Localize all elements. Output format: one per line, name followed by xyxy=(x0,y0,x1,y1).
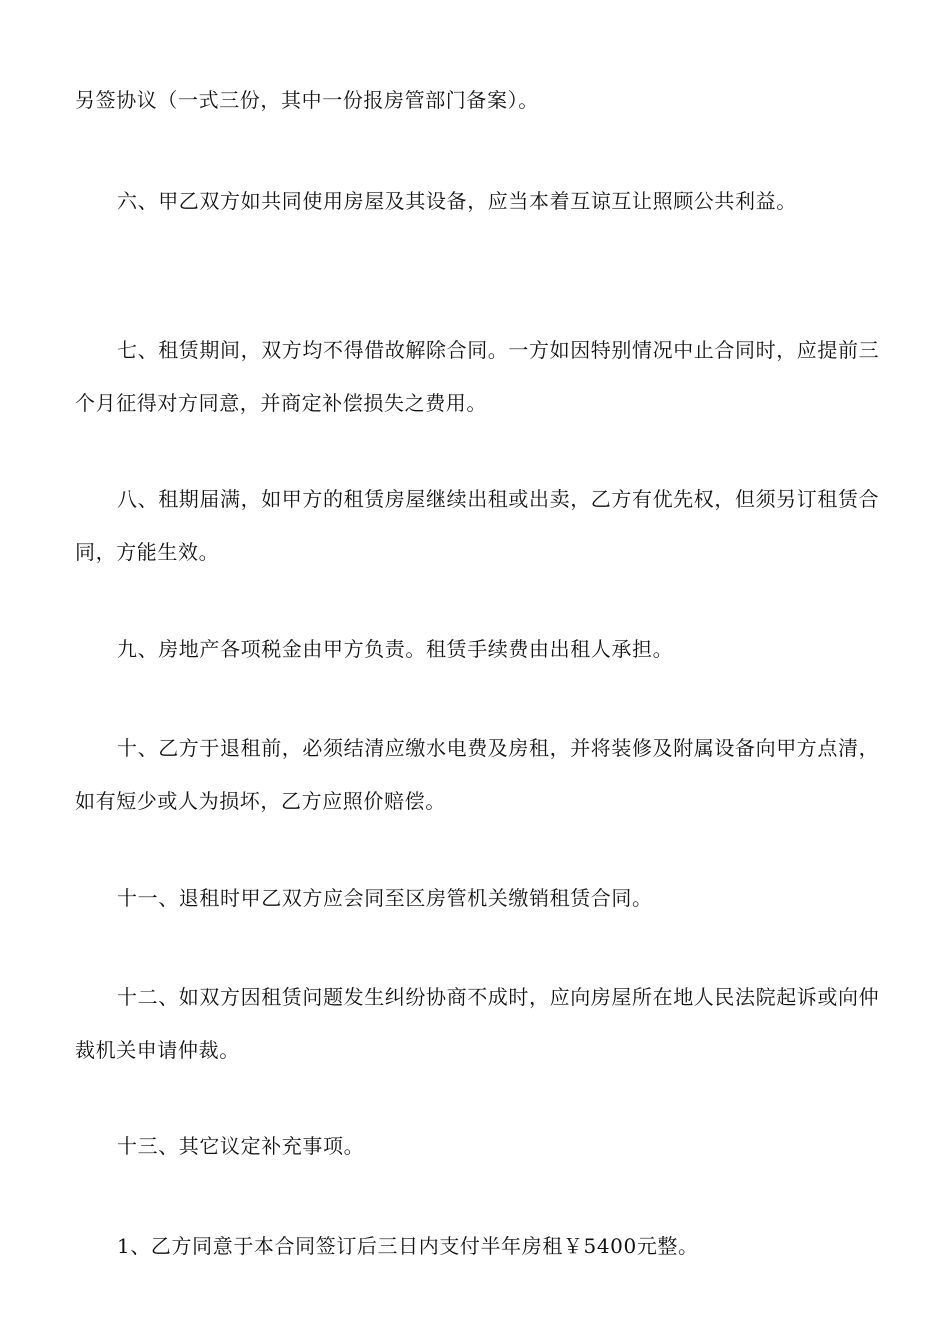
supplement-item-1: 1、乙方同意于本合同签订后三日内支付半年房租￥5400元整。 xyxy=(117,1234,699,1258)
clause-thirteen: 十三、其它议定补充事项。 xyxy=(117,1134,365,1158)
clause-nine: 九、房地产各项税金由甲方负责。租赁手续费由出租人承担。 xyxy=(117,637,674,661)
paragraph-continuation: 另签协议（一式三份，其中一份报房管部门备案）。 xyxy=(75,88,539,112)
clause-eight: 八、租期届满，如甲方的租赁房屋继续出租或出卖，乙方有优先权，但须另订租赁合同，方能生效。 xyxy=(75,487,880,564)
clause-six: 六、甲乙双方如共同使用房屋及其设备，应当本着互谅互让照顾公共利益。 xyxy=(117,189,797,213)
clause-seven: 七、租赁期间，双方均不得借故解除合同。一方如因特别情况中止合同时，应提前三个月征得对方同意，并商定补偿损失之费用。 xyxy=(75,338,880,415)
clause-eleven: 十一、退租时甲乙双方应会同至区房管机关缴销租赁合同。 xyxy=(117,886,653,910)
clause-twelve: 十二、如双方因租赁问题发生纠纷协商不成时，应向房屋所在地人民法院起诉或向仲裁机关申请仲裁。 xyxy=(75,985,880,1062)
clause-ten: 十、乙方于退租前，必须结清应缴水电费及房租，并将装修及附属设备向甲方点清，如有短少或人为损坏，乙方应照价赔偿。 xyxy=(75,736,880,813)
